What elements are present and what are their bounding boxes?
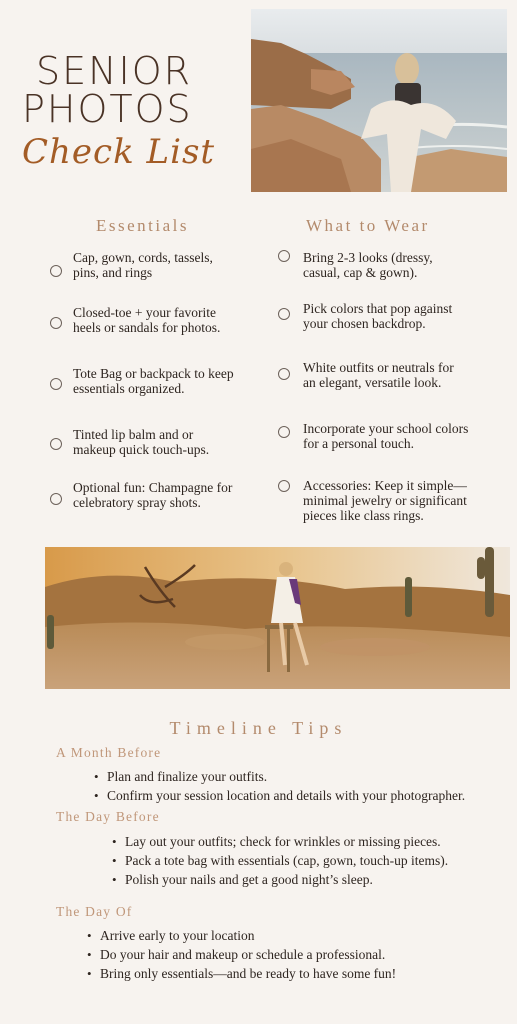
item-text: minimal jewelry or significant — [303, 493, 467, 508]
essentials-checkbox-5[interactable] — [50, 493, 62, 505]
day-of-list — [87, 926, 396, 983]
item-text: celebratory spray shots. — [73, 495, 201, 510]
essentials-checkbox-1[interactable] — [50, 265, 62, 277]
essentials-checkbox-2[interactable] — [50, 317, 62, 329]
essentials-item-5 — [73, 480, 232, 510]
item-text: Tote Bag or backpack to keep — [73, 366, 234, 381]
timeline-heading: Timeline Tips — [169, 718, 348, 738]
list-item: • Polish your nails and get a good night’s sleep. — [112, 870, 448, 889]
month-before-list — [94, 767, 465, 805]
item-text: casual, cap & gown). — [303, 265, 418, 280]
wear-item-1 — [303, 250, 433, 280]
item-text: White outfits or neutrals for — [303, 360, 454, 375]
item-text: Incorporate your school colors — [303, 421, 469, 436]
list-item: • Bring only essentials—and be ready to have some fun! — [87, 964, 396, 983]
essentials-item-1 — [73, 250, 213, 280]
day-before-list — [112, 832, 448, 889]
wear-checkbox-4[interactable] — [278, 426, 290, 438]
item-text: Optional fun: Champagne for — [73, 480, 233, 495]
day-of-label: The Day Of — [56, 904, 133, 919]
list-item: • Do your hair and makeup or schedule a professional. — [87, 945, 396, 964]
essentials-item-3 — [73, 366, 234, 396]
item-text: Pick colors that pop against — [303, 301, 453, 316]
day-before-label: The Day Before — [56, 809, 160, 824]
wear-item-2 — [303, 301, 452, 331]
desert-illustration — [45, 547, 510, 689]
item-text: Bring 2-3 looks (dressy, — [303, 250, 433, 265]
wear-checkbox-3[interactable] — [278, 368, 290, 380]
wear-item-4 — [303, 421, 468, 451]
essentials-checkbox-4[interactable] — [50, 438, 62, 450]
month-before-label: A Month Before — [56, 745, 162, 760]
list-item: • Plan and finalize your outfits. — [94, 767, 465, 786]
wear-checkbox-1[interactable] — [278, 250, 290, 262]
item-text: pins, and rings — [73, 265, 153, 280]
item-text: essentials organized. — [73, 381, 185, 396]
list-item: • Confirm your session location and details with your photographer. — [94, 786, 465, 805]
wear-checkbox-2[interactable] — [278, 308, 290, 320]
list-item: • Arrive early to your location — [87, 926, 396, 945]
essentials-item-2 — [73, 305, 220, 335]
item-text: Closed-toe + your favorite — [73, 305, 216, 320]
item-text: pieces like class rings. — [303, 508, 424, 523]
item-text: heels or sandals for photos. — [73, 320, 221, 335]
essentials-checkbox-3[interactable] — [50, 378, 62, 390]
wear-checkbox-5[interactable] — [278, 480, 290, 492]
page-title — [22, 49, 242, 174]
list-item: • Lay out your outfits; check for wrinkles or missing pieces. — [112, 832, 448, 851]
list-item: • Pack a tote bag with essentials (cap, gown, touch-up items). — [112, 851, 448, 870]
item-text: Accessories: Keep it simple— — [303, 478, 467, 493]
item-text: for a personal touch. — [303, 436, 414, 451]
item-text: an elegant, versatile look. — [303, 375, 442, 390]
beach-cliff-illustration — [251, 9, 507, 192]
item-text: Tinted lip balm and or — [73, 427, 194, 442]
item-text: Cap, gown, cords, tassels, — [73, 250, 213, 265]
essentials-item-4 — [73, 427, 209, 457]
item-text: your chosen backdrop. — [303, 316, 426, 331]
what-to-wear-heading: What to Wear — [306, 216, 430, 235]
essentials-heading: Essentials — [96, 216, 189, 235]
beach-cliff-photo — [251, 9, 507, 192]
wear-item-5 — [303, 478, 467, 523]
title-line-photos: PHOTOS — [22, 87, 193, 131]
wear-item-3 — [303, 360, 454, 390]
title-line-checklist: Check List — [22, 132, 216, 172]
item-text: makeup quick touch-ups. — [73, 442, 210, 457]
desert-photo — [45, 547, 510, 689]
title-line-senior: SENIOR — [36, 49, 193, 93]
